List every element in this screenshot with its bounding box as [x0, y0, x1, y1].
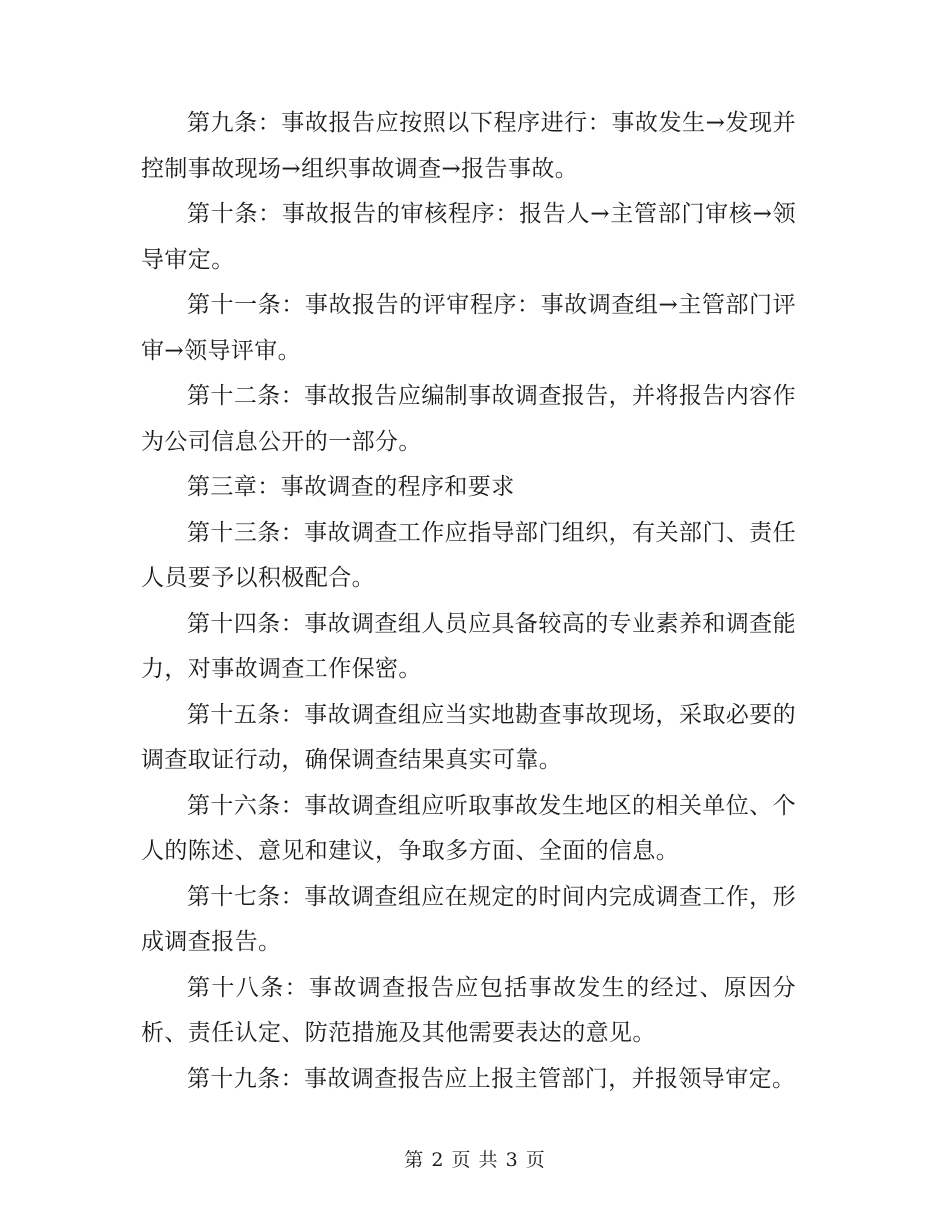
- chapter-3-heading: 第三章：事故调查的程序和要求: [187, 474, 515, 500]
- article-10: 第十条：事故报告的审核程序：报告人→主管部门审核→领导审定。: [141, 201, 796, 273]
- page-footer: [0, 1147, 950, 1173]
- article-15: 第十五条：事故调查组应当实地勘查事故现场，采取必要的调查取证行动，确保调查结果真实可靠。: [141, 701, 796, 773]
- article-16: 第十六条：事故调查组应听取事故发生地区的相关单位、个人的陈述、意见和建议，争取多方面、全面的信息。: [141, 792, 796, 864]
- page-total-number: 3: [505, 1149, 519, 1171]
- article-12: 第十二条：事故报告应编制事故调查报告，并将报告内容作为公司信息公开的一部分。: [141, 383, 796, 455]
- footer-middle: 页 共: [451, 1149, 499, 1171]
- article-14: 第十四条：事故调查组人员应具备较高的专业素养和调查能力，对事故调查工作保密。: [141, 610, 796, 682]
- article-9: 第九条：事故报告应按照以下程序进行：事故发生→发现并控制事故现场→组织事故调查→报告事故。: [141, 110, 796, 182]
- article-11: 第十一条：事故报告的评审程序：事故调查组→主管部门评审→领导评审。: [141, 292, 796, 364]
- page-current-number: 2: [431, 1149, 445, 1171]
- article-17: 第十七条：事故调查组应在规定的时间内完成调查工作，形成调查报告。: [141, 883, 796, 955]
- article-18: 第十八条：事故调查报告应包括事故发生的经过、原因分析、责任认定、防范措施及其他需要表达的意见。: [141, 974, 796, 1046]
- document-body: [141, 101, 796, 1102]
- article-19: 第十九条：事故调查报告应上报主管部门，并报领导审定。: [187, 1065, 796, 1092]
- footer-suffix: 页: [525, 1149, 546, 1171]
- article-13: 第十三条：事故调查工作应指导部门组织，有关部门、责任人员要予以积极配合。: [141, 519, 796, 591]
- footer-prefix: 第: [404, 1149, 425, 1171]
